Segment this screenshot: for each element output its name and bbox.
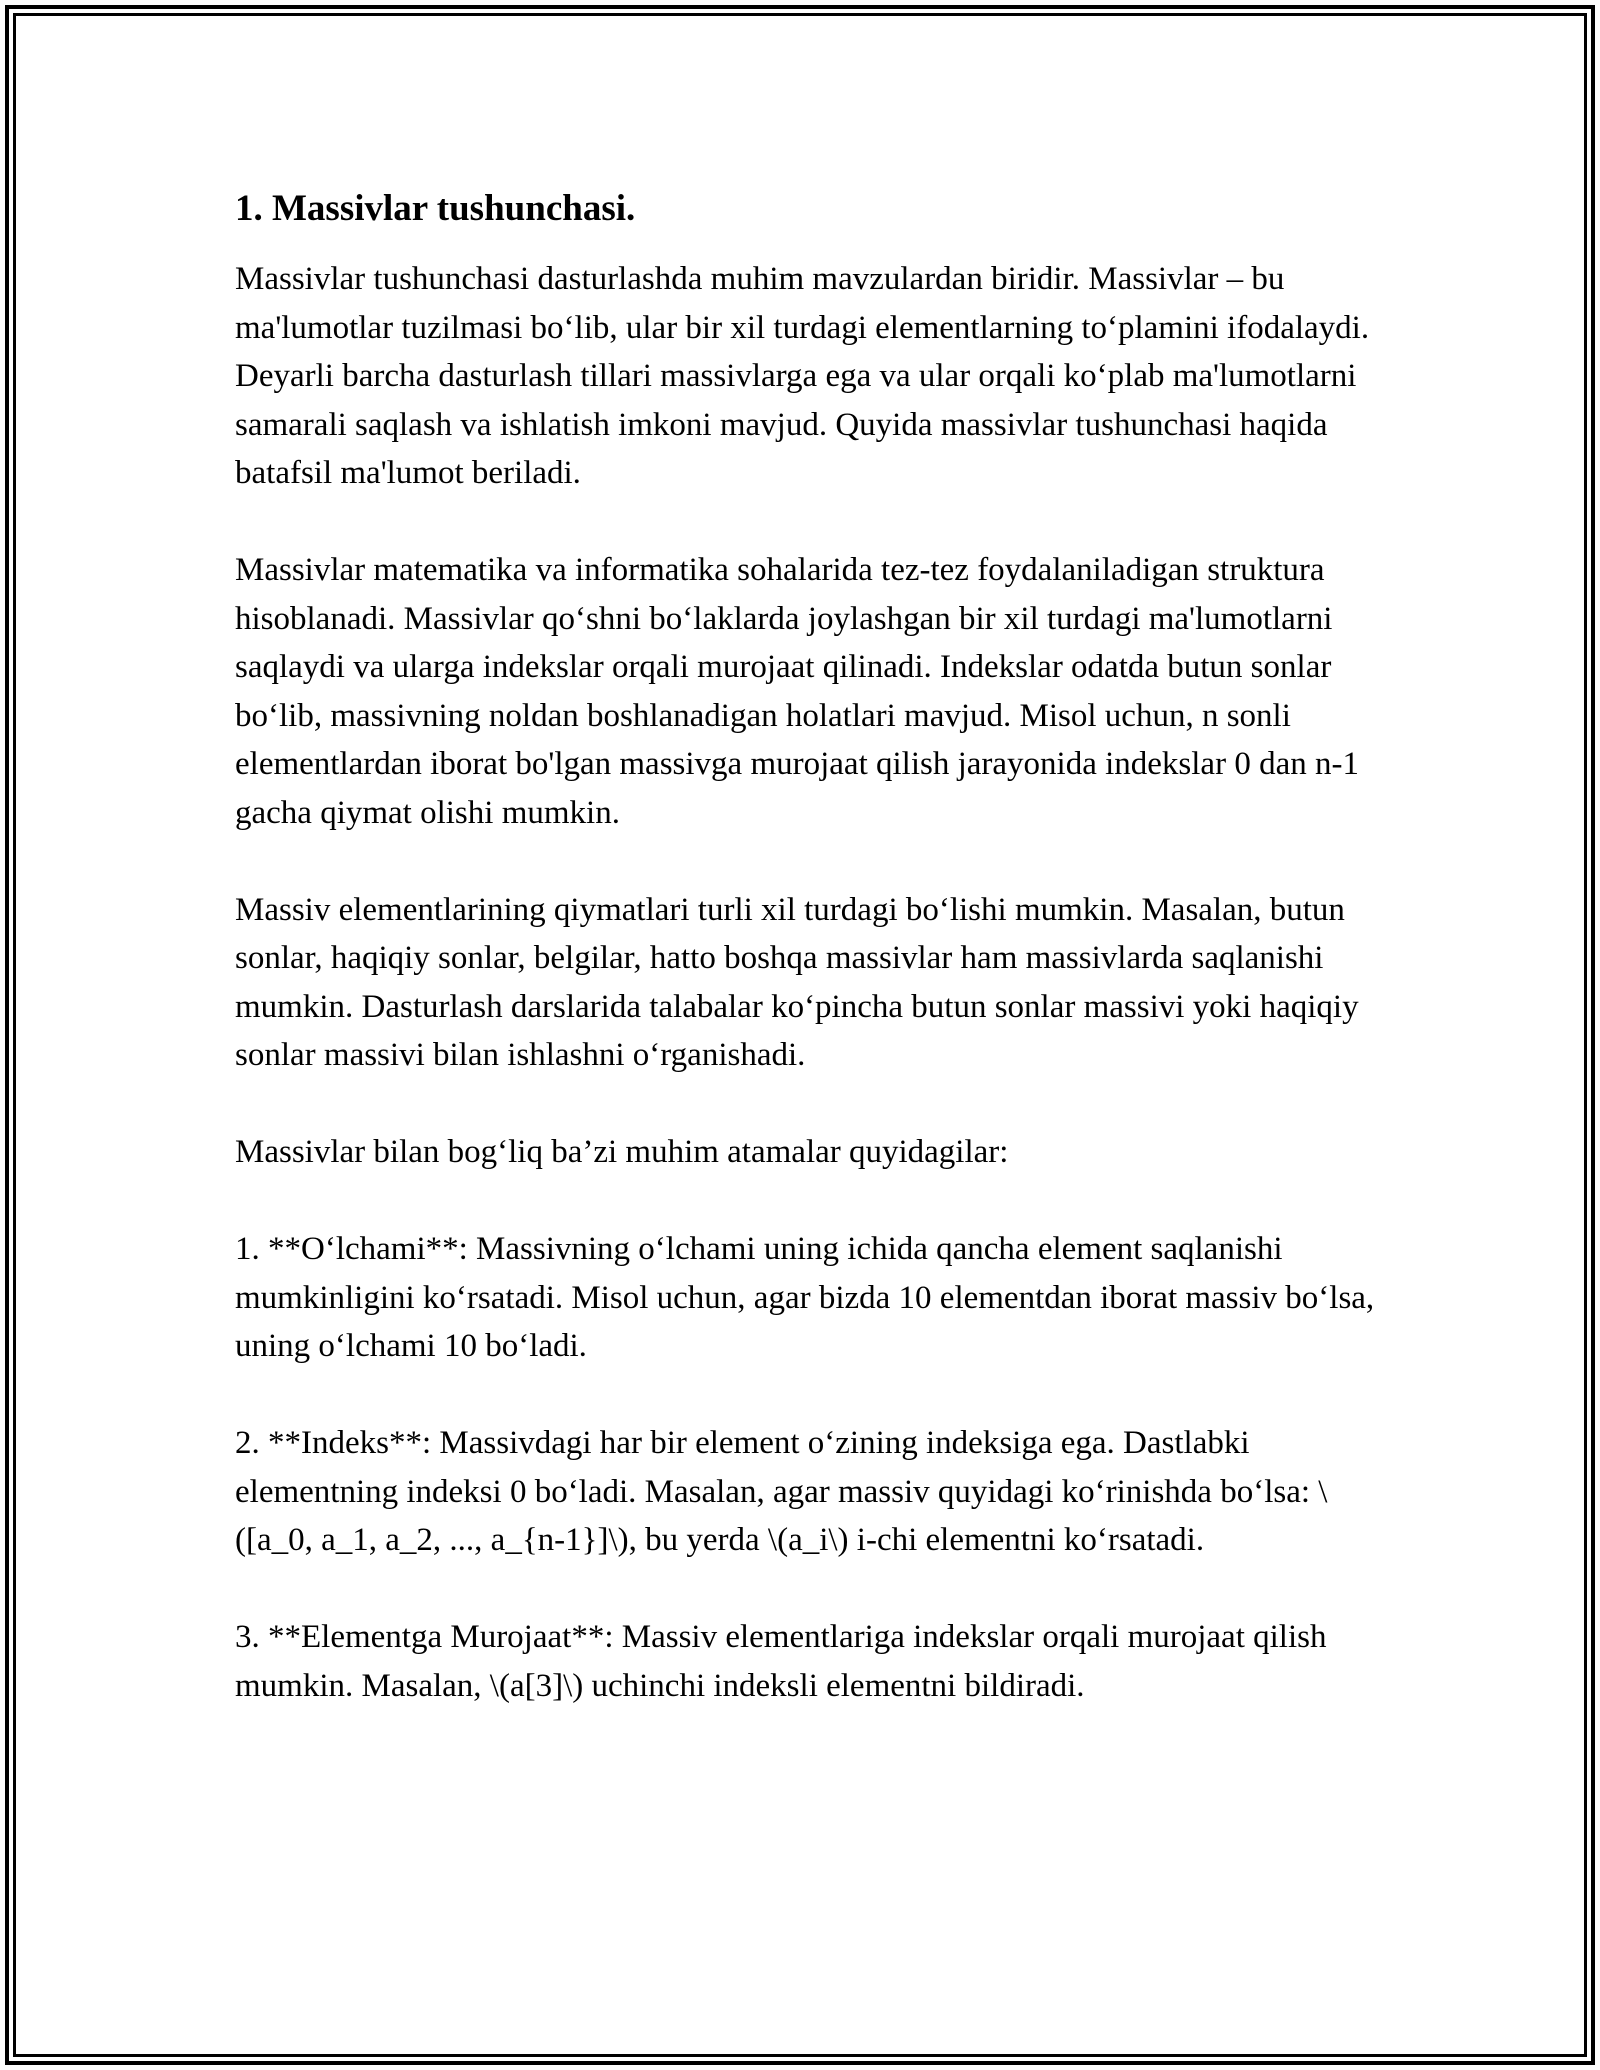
paragraph-terms-intro: Massivlar bilan bog‘liq ba’zi muhim atamalar quyidagilar: (235, 1134, 1009, 1170)
list-item-size: 1. **O‘lchami**: Massivning o‘lchami uning ichida qancha element saqlanishi mumkinligini ko‘rsatadi. Misol uchun, agar bizda 10 elementdan iborat massiv bo‘lsa, uning o‘lchami 10 bo‘ladi. (235, 1231, 1375, 1364)
paragraph-element-types: Massiv elementlarining qiymatlari turli xil turdagi bo‘lishi mumkin. Masalan, butun sonlar, haqiqiy sonlar, belgilar, hatto boshqa massivlar ham massivlarda saqlanishi mumkin. Dasturlash darslarida talabalar ko‘pincha butun sonlar massivi yoki haqiqiy sonlar massivi bilan ishlashni o‘rganishadi. (235, 891, 1359, 1073)
document-body (235, 185, 1375, 1759)
paragraph-intro: Massivlar tushunchasi dasturlashda muhim mavzulardan biridir. Massivlar – bu ma'lumotlar tuzilmasi bo‘lib, ular bir xil turdagi elementlarning to‘plamini ifodalaydi. Deyarli barcha dasturlash tillari massivlarga ega va ular orqali ko‘plab ma'lumotlarni samarali saqlash va ishlatish imkoni mavjud. Quyida massivlar tushunchasi haqida batafsil ma'lumot beriladi. (235, 261, 1370, 491)
section-heading: 1. Massivlar tushunchasi. (235, 188, 636, 229)
list-item-index: 2. **Indeks**: Massivdagi har bir element o‘zining indeksiga ega. Dastlabki elementning indeksi 0 bo‘ladi. Masalan, agar massiv quyidagi ko‘rinishda bo‘lsa: \([a_0, a_1, a_2, ..., a_{n-1}]\), bu yerda \(a_i\) i-chi elementni ko‘rsatadi. (235, 1425, 1328, 1558)
paragraph-structure: Massivlar matematika va informatika sohalarida tez-tez foydalaniladigan struktura hisoblanadi. Massivlar qo‘shni bo‘laklarda joylashgan bir xil turdagi ma'lumotlarni saqlaydi va ularga indekslar orqali murojaat qilinadi. Indekslar odatda butun sonlar bo‘lib, massivning noldan boshlanadigan holatlari mavjud. Misol uchun, n sonli elementlardan iborat bo'lgan massivga murojaat qilish jarayonida indekslar 0 dan n-1 gacha qiymat olishi mumkin. (235, 552, 1359, 831)
list-item-element-access: 3. **Elementga Murojaat**: Massiv elementlariga indekslar orqali murojaat qilish mumkin. Masalan, \(a[3]\) uchinchi indeksli elementni bildiradi. (235, 1619, 1327, 1704)
